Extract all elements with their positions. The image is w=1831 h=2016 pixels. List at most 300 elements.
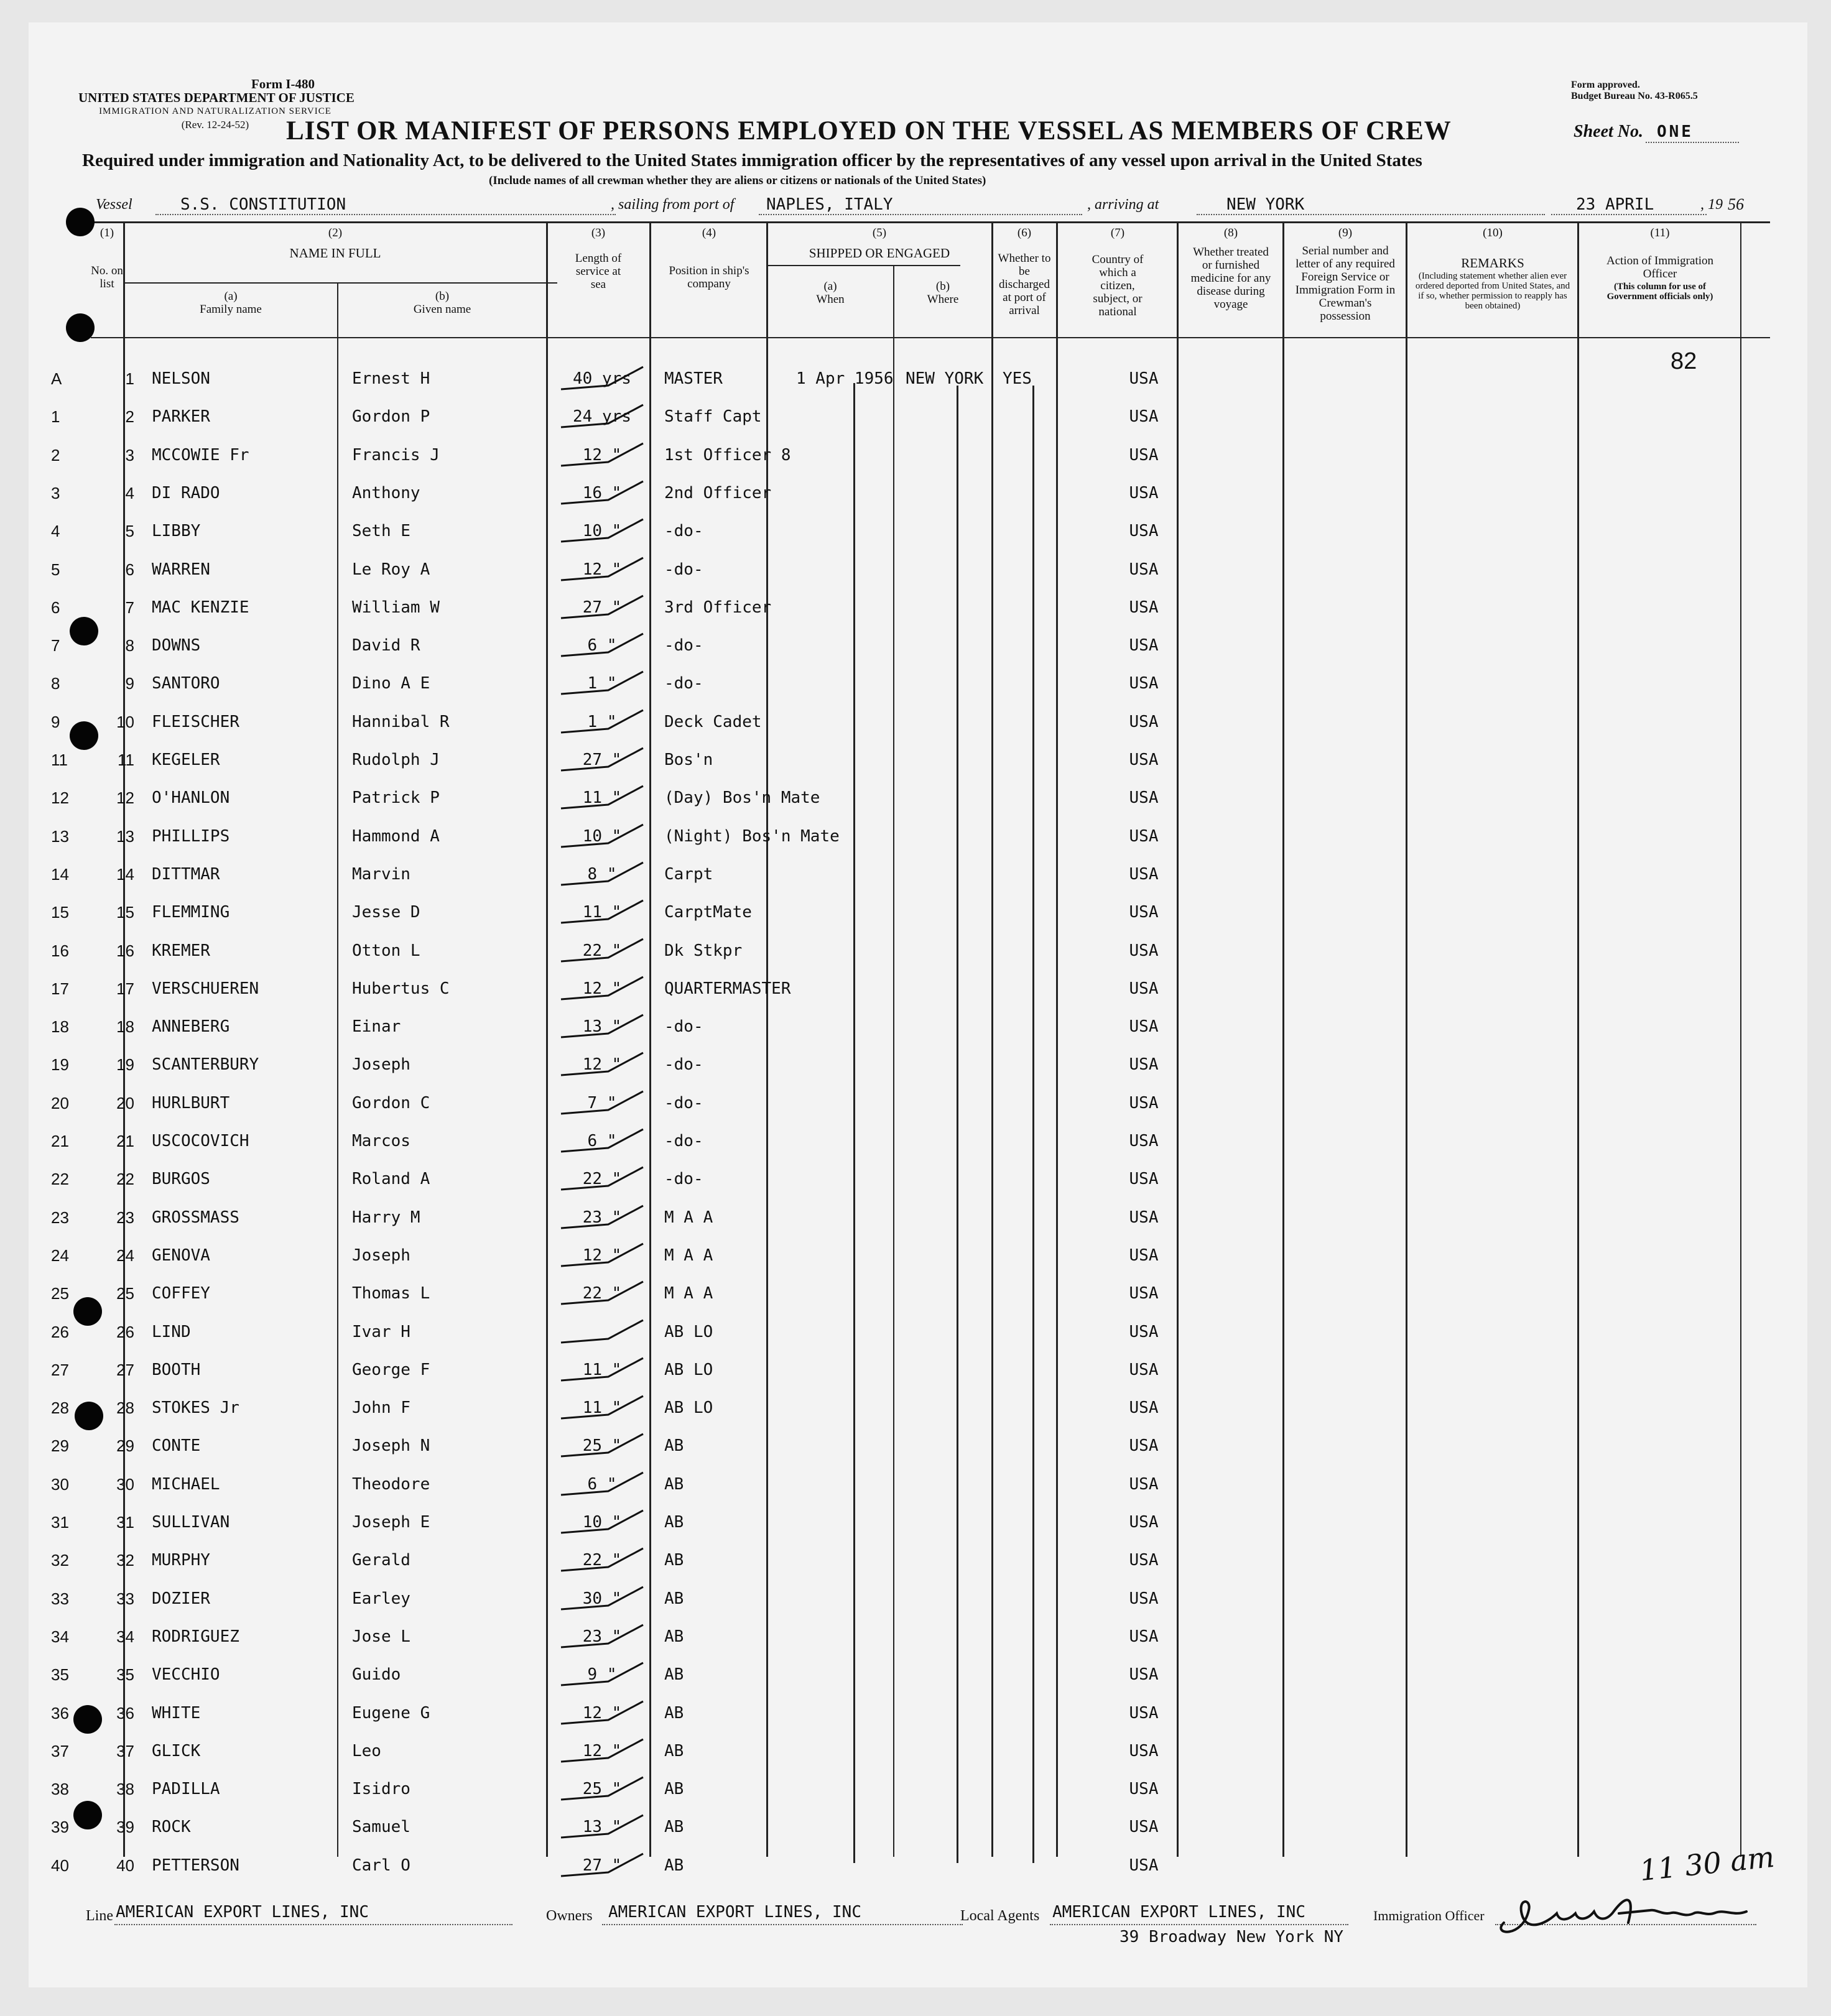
col2a-label: Family name [200, 303, 262, 316]
row-number: 4 [125, 483, 134, 502]
col9-header [1285, 226, 1406, 323]
table-row [29, 777, 1807, 815]
given-name: Gordon P [352, 407, 430, 427]
country: USA [1129, 1208, 1159, 1227]
country: USA [1129, 1246, 1159, 1265]
service-length: 12 " [582, 979, 622, 998]
service-length: 24 yrs [573, 407, 631, 427]
given-name: Marvin [352, 864, 410, 884]
row-mark: 31 [51, 1513, 69, 1532]
table-row [29, 739, 1807, 777]
row-mark: 15 [51, 903, 69, 922]
punch-hole [73, 1297, 102, 1326]
row-number: 8 [125, 636, 134, 655]
form-revision: (Rev. 12-24-52) [181, 119, 249, 131]
punch-hole [73, 1801, 102, 1829]
family-name: BOOTH [152, 1360, 201, 1379]
row-number: 1 [125, 369, 134, 388]
position: -do- [664, 674, 703, 693]
given-name: Otton L [352, 941, 420, 960]
country: USA [1129, 1360, 1159, 1379]
tally-stroke [559, 1505, 646, 1537]
col4-number: (4) [702, 226, 716, 239]
family-name: LIBBY [152, 522, 201, 541]
position: Dk Stkpr [664, 941, 743, 960]
row-mark: 27 [51, 1360, 69, 1379]
country: USA [1129, 788, 1159, 808]
col2-label: NAME IN FULL [289, 246, 381, 261]
family-name: PETTERSON [152, 1856, 239, 1875]
col6-label: Whether to be discharged at port of arrival [998, 252, 1051, 317]
family-name: MCCOWIE Fr [152, 445, 249, 465]
family-name: SCANTERBURY [152, 1055, 259, 1075]
position: -do- [664, 636, 703, 655]
service-length: 6 " [587, 1474, 617, 1494]
country: USA [1129, 1399, 1159, 1418]
row-mark: 9 [51, 712, 60, 731]
table-row [29, 511, 1807, 548]
row-mark: 14 [51, 864, 69, 884]
punch-hole [70, 617, 98, 645]
row-mark: 37 [51, 1741, 69, 1760]
service-length: 6 " [587, 636, 617, 655]
col11-label: Action of Immigration Officer [1606, 254, 1714, 280]
service-length: 6 " [587, 1132, 617, 1150]
form-subtitle: Required under immigration and Nationality Act, to be delivered to the United States immigration officer by the representatives of any vessel upon arrival in the United States [82, 150, 1422, 170]
position: CarptMate [664, 903, 752, 922]
tally-stroke [559, 553, 646, 584]
family-name: USCOCOVICH [152, 1132, 249, 1150]
service-length: 27 " [582, 751, 622, 769]
given-name: Seth E [352, 522, 410, 541]
table-row [29, 1006, 1807, 1044]
given-name: Ernest H [352, 369, 430, 388]
row-number: 19 [116, 1055, 134, 1075]
row-mark: 33 [51, 1589, 69, 1608]
action-note-82: 82 [1671, 348, 1697, 374]
position: -do- [664, 522, 703, 541]
given-name: Dino A E [352, 674, 430, 693]
col6-number: (6) [1017, 226, 1032, 239]
row-mark: 6 [51, 598, 60, 617]
row-number: 28 [116, 1399, 134, 1418]
service-length: 40 yrs [573, 369, 631, 388]
table-row [29, 1806, 1807, 1844]
row-number: 26 [116, 1322, 134, 1341]
country: USA [1129, 1017, 1159, 1037]
table-row [29, 854, 1807, 892]
row-number: 30 [116, 1474, 134, 1494]
service-length: 12 " [582, 1246, 622, 1265]
col4-header [652, 226, 766, 290]
tally-stroke [559, 1315, 646, 1346]
service-length: 11 " [582, 1360, 622, 1379]
family-name: FLEISCHER [152, 712, 239, 731]
row-number: 40 [116, 1856, 134, 1875]
country: USA [1129, 1856, 1159, 1875]
tally-stroke [559, 1849, 646, 1880]
tally-stroke [559, 667, 646, 698]
tally-stroke [559, 1086, 646, 1117]
country: USA [1129, 369, 1159, 388]
table-row [29, 1616, 1807, 1654]
table-row [29, 549, 1807, 587]
col3-label: Length of service at sea [575, 252, 622, 291]
row-number: 17 [116, 979, 134, 998]
table-row [29, 1349, 1807, 1387]
given-name: Joseph [352, 1246, 410, 1265]
punch-hole [66, 208, 95, 236]
row-number: 14 [116, 864, 134, 884]
position: AB [664, 1741, 684, 1760]
tally-stroke [559, 1048, 646, 1079]
table-row [29, 1044, 1807, 1082]
col2a-header [124, 290, 337, 316]
country: USA [1129, 674, 1159, 693]
tally-stroke [559, 743, 646, 774]
row-mark: 34 [51, 1627, 69, 1646]
sailing-value: NAPLES, ITALY [766, 195, 893, 214]
punch-hole [73, 1705, 102, 1734]
approval-line1: Form approved. [1571, 80, 1640, 90]
service-length: 12 " [582, 560, 622, 579]
row-mark: 19 [51, 1055, 69, 1075]
given-name: Le Roy A [352, 560, 430, 579]
country: USA [1129, 1741, 1159, 1760]
family-name: WHITE [152, 1703, 201, 1722]
sheet-dotline [1646, 142, 1739, 143]
col8-number: (8) [1223, 226, 1238, 239]
family-name: CONTE [152, 1436, 201, 1456]
row-number: 22 [116, 1170, 134, 1189]
service-length: 22 " [582, 1551, 622, 1570]
tally-stroke [559, 1734, 646, 1765]
country: USA [1129, 1665, 1159, 1685]
agents-value: AMERICAN EXPORT LINES, INC [1052, 1903, 1305, 1921]
family-name: WARREN [152, 560, 210, 579]
col10-label: REMARKS [1461, 256, 1524, 270]
tally-stroke [559, 1162, 646, 1193]
row-number: 23 [116, 1208, 134, 1227]
tally-stroke [559, 895, 646, 927]
row-mark: 26 [51, 1322, 69, 1341]
row-number: 5 [125, 522, 134, 541]
given-name: Isidro [352, 1780, 410, 1799]
row-number: 35 [116, 1665, 134, 1685]
approval-block [1571, 80, 1698, 102]
row-number: 27 [116, 1360, 134, 1379]
row-number: 2 [125, 407, 134, 427]
row-mark: 38 [51, 1780, 69, 1799]
family-name: RODRIGUEZ [152, 1627, 239, 1646]
col5-number: (5) [872, 226, 887, 239]
country: USA [1129, 522, 1159, 541]
form-number: Form I-480 [251, 76, 315, 91]
col2b-header [338, 290, 546, 316]
country: USA [1129, 712, 1159, 731]
service-length: 30 " [582, 1589, 622, 1608]
service-length: 12 " [582, 1741, 622, 1760]
position: -do- [664, 1132, 703, 1150]
tally-stroke [559, 400, 646, 431]
row-number: 11 [118, 751, 134, 769]
line-dotline [114, 1924, 512, 1925]
col2-number: (2) [328, 226, 343, 239]
row-mark: 3 [51, 483, 60, 502]
row-mark: 22 [51, 1170, 69, 1189]
tally-stroke [559, 820, 646, 851]
table-row [29, 473, 1807, 511]
position: 1st Officer 8 [664, 445, 791, 465]
row-mark: 13 [51, 826, 69, 846]
discharge: YES [1003, 369, 1032, 388]
position: AB LO [664, 1360, 713, 1379]
row-mark: 32 [51, 1551, 69, 1570]
row-mark: 30 [51, 1474, 69, 1494]
position: -do- [664, 1093, 703, 1112]
position: AB [664, 1589, 684, 1608]
country: USA [1129, 1703, 1159, 1722]
row-number: 3 [125, 445, 134, 465]
col1-label: No. on list [91, 264, 123, 290]
row-mark: 23 [51, 1208, 69, 1227]
row-mark: A [51, 369, 62, 388]
position: Deck Cadet [664, 712, 762, 731]
given-name: Jesse D [352, 903, 420, 922]
table-row [29, 1464, 1807, 1502]
shipped-when: 1 Apr 1956 [796, 369, 894, 388]
row-number: 38 [116, 1780, 134, 1799]
tally-stroke [559, 1201, 646, 1232]
row-number: 33 [116, 1589, 134, 1608]
service-length: 11 " [582, 1399, 622, 1418]
position: AB [664, 1780, 684, 1799]
row-number: 25 [116, 1284, 134, 1303]
col2b-number: (b) [435, 290, 450, 303]
table-row [29, 1158, 1807, 1196]
position: AB [664, 1627, 684, 1646]
service-length: 12 " [582, 1055, 622, 1075]
tally-stroke [559, 858, 646, 889]
col1-header [91, 226, 123, 290]
table-row [29, 1654, 1807, 1692]
given-name: Hannibal R [352, 712, 450, 731]
col10-header [1408, 226, 1577, 311]
col8-label: Whether treated or furnished medicine for any disease during voyage [1190, 246, 1271, 311]
row-mark: 20 [51, 1093, 69, 1112]
col8-header [1179, 226, 1282, 311]
given-name: George F [352, 1360, 430, 1379]
tally-stroke [559, 781, 646, 812]
form-subtitle-note: (Include names of all crewman whether they are aliens or citizens or nationals of the United States) [489, 174, 986, 187]
family-name: DITTMAR [152, 864, 220, 884]
country: USA [1129, 826, 1159, 846]
family-name: DOZIER [152, 1589, 210, 1608]
row-mark: 40 [51, 1856, 69, 1875]
tally-stroke [559, 476, 646, 507]
country: USA [1129, 1284, 1159, 1303]
family-name: MURPHY [152, 1551, 210, 1570]
country: USA [1129, 1093, 1159, 1112]
table-header-rule [91, 337, 1770, 338]
given-name: Earley [352, 1589, 410, 1608]
owners-value: AMERICAN EXPORT LINES, INC [608, 1903, 861, 1921]
position: (Night) Bos'n Mate [664, 826, 840, 846]
given-name: Jose L [352, 1627, 410, 1646]
position: AB [664, 1551, 684, 1570]
row-number: 29 [116, 1436, 134, 1456]
country: USA [1129, 1436, 1159, 1456]
table-row [29, 1693, 1807, 1731]
owners-dotline [602, 1924, 963, 1925]
given-name: Francis J [352, 445, 440, 465]
table-top-rule [91, 221, 1770, 223]
given-name: Theodore [352, 1474, 430, 1494]
given-name: Joseph [352, 1055, 410, 1075]
position: AB [664, 1513, 684, 1532]
tally-stroke [559, 1277, 646, 1308]
given-name: Gerald [352, 1551, 410, 1570]
row-number: 21 [116, 1132, 134, 1150]
family-name: SANTORO [152, 674, 220, 693]
table-row [29, 930, 1807, 968]
country: USA [1129, 979, 1159, 998]
voyage-line [96, 194, 1763, 219]
form-title: LIST OR MANIFEST OF PERSONS EMPLOYED ON THE VESSEL AS MEMBERS OF CREW [286, 116, 1452, 146]
sheet-value: ONE [1657, 123, 1694, 141]
position: M A A [664, 1208, 713, 1227]
col9-label: Serial number and letter of any required Foreign Service or Immigration Form in Crewman's possession [1295, 244, 1396, 323]
service-length: 11 " [582, 903, 622, 922]
col5a-label: When [816, 293, 845, 306]
service-length: 10 " [582, 826, 622, 846]
family-name: GLICK [152, 1741, 201, 1760]
row-mark: 28 [51, 1399, 69, 1418]
shipped-subheader-rule [767, 265, 960, 266]
service-length: 7 " [587, 1093, 617, 1112]
table-row [29, 1235, 1807, 1273]
tally-stroke [559, 1124, 646, 1155]
table-row [29, 1845, 1807, 1883]
country: USA [1129, 1513, 1159, 1532]
service-length: 23 " [582, 1208, 622, 1227]
country: USA [1129, 941, 1159, 960]
vessel-dotline [155, 214, 616, 215]
table-row [29, 816, 1807, 854]
tally-stroke [559, 438, 646, 469]
family-name: FLEMMING [152, 903, 230, 922]
given-name: Guido [352, 1665, 401, 1685]
family-name: PADILLA [152, 1780, 220, 1799]
table-row [29, 625, 1807, 663]
tally-stroke [559, 1353, 646, 1384]
position: MASTER [664, 369, 723, 388]
service-length: 10 " [582, 1513, 622, 1532]
given-name: Hammond A [352, 826, 440, 846]
row-number: 37 [116, 1741, 134, 1760]
given-name: Einar [352, 1017, 401, 1037]
row-mark: 24 [51, 1246, 69, 1265]
col5b-header [894, 280, 991, 306]
col4-label: Position in ship's company [669, 264, 749, 290]
row-mark: 16 [51, 941, 69, 960]
given-name: David R [352, 636, 420, 655]
position: AB LO [664, 1399, 713, 1418]
position: Bos'n [664, 751, 713, 769]
position: AB [664, 1856, 684, 1875]
table-row [29, 1540, 1807, 1578]
family-name: SULLIVAN [152, 1513, 230, 1532]
table-row [29, 1769, 1807, 1806]
position: AB [664, 1703, 684, 1722]
arriving-dotline [1197, 214, 1545, 215]
table-row [29, 1311, 1807, 1349]
service-length: 22 " [582, 1170, 622, 1189]
family-name: PHILLIPS [152, 826, 230, 846]
table-row [29, 396, 1807, 434]
col5-label: SHIPPED OR ENGAGED [809, 246, 950, 261]
family-name: KREMER [152, 941, 210, 960]
family-name: COFFEY [152, 1284, 210, 1303]
given-name: Eugene G [352, 1703, 430, 1722]
sheet-number [1574, 122, 1694, 142]
family-name: GROSSMASS [152, 1208, 239, 1227]
col7-header [1059, 226, 1177, 318]
row-number: 36 [116, 1703, 134, 1722]
position: 2nd Officer [664, 483, 772, 502]
given-name: Samuel [352, 1818, 410, 1837]
owners-label: Owners [546, 1908, 593, 1924]
row-number: 34 [116, 1627, 134, 1646]
position: Staff Capt [664, 407, 762, 427]
row-mark: 7 [51, 636, 60, 655]
col2a-number: (a) [224, 290, 238, 303]
row-number: 10 [116, 712, 134, 731]
officer-signature [1485, 1885, 1778, 1941]
footer [86, 1900, 1765, 1969]
position: AB [664, 1665, 684, 1685]
col5-header [767, 226, 991, 260]
row-mark: 21 [51, 1132, 69, 1150]
col5b-number: (b) [935, 280, 950, 293]
country: USA [1129, 1780, 1159, 1799]
row-number: 18 [116, 1017, 134, 1037]
service-name: IMMIGRATION AND NATURALIZATION SERVICE [99, 106, 331, 116]
tally-stroke [559, 1239, 646, 1270]
country: USA [1129, 445, 1159, 465]
country: USA [1129, 560, 1159, 579]
name-subheader-rule [124, 282, 557, 284]
row-mark: 25 [51, 1284, 69, 1303]
country: USA [1129, 1170, 1159, 1189]
tally-stroke [559, 1429, 646, 1460]
given-name: Anthony [352, 483, 420, 502]
service-length: 9 " [587, 1665, 617, 1685]
tally-stroke [559, 1772, 646, 1803]
table-row [29, 892, 1807, 930]
given-name: Joseph E [352, 1513, 430, 1532]
country: USA [1129, 751, 1159, 769]
row-number: 32 [116, 1551, 134, 1570]
table-row [29, 1578, 1807, 1616]
country: USA [1129, 407, 1159, 427]
col7-number: (7) [1110, 226, 1125, 239]
service-length: 13 " [582, 1017, 622, 1037]
family-name: HURLBURT [152, 1093, 230, 1112]
family-name: MAC KENZIE [152, 598, 249, 617]
position: 3rd Officer [664, 598, 772, 617]
service-length: 1 " [587, 712, 617, 731]
